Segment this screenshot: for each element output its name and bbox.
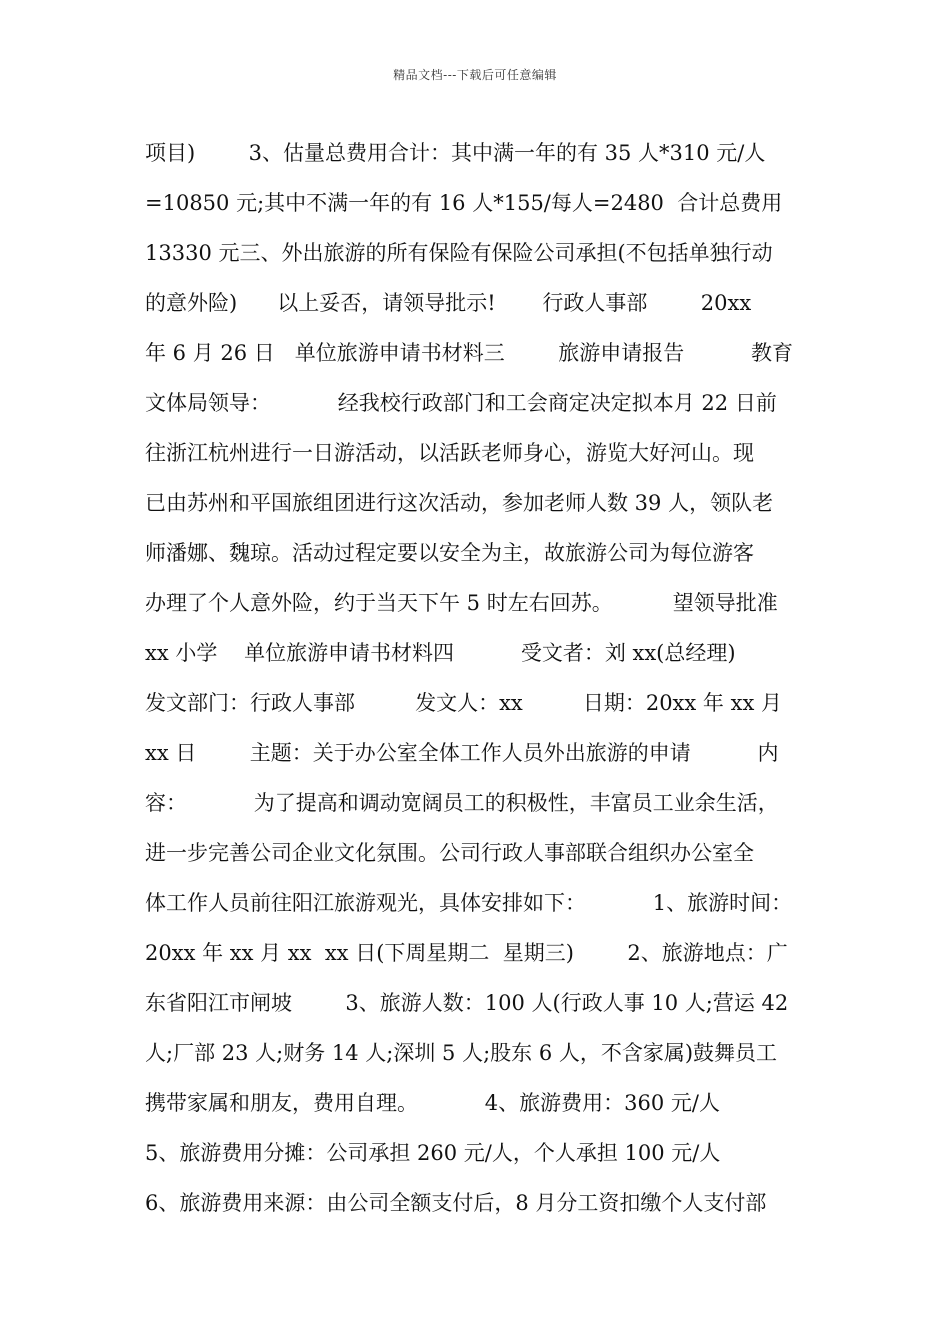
text-line: 进一步完善公司企业文化氛围。公司行政人事部联合组织办公室全 xyxy=(145,841,754,865)
text-line: 容： 为了提高和调动宽阔员工的积极性，丰富员工业余生活， xyxy=(145,791,779,815)
page-header-note: 精品文档---下载后可任意编辑 xyxy=(393,68,557,82)
text-line: xx 小学 单位旅游申请书材料四 受文者：刘 xx(总经理) xyxy=(145,641,736,665)
text-line: 师潘娜、魏琼。活动过程定要以安全为主，故旅游公司为每位游客 xyxy=(145,541,754,565)
text-line: 项目) 3、估量总费用合计：其中满一年的有 35 人*310 元/人 xyxy=(145,141,766,165)
document-body xyxy=(145,128,815,1228)
text-line: 东省阳江市闸坡 3、旅游人数：100 人(行政人事 10 人;营运 42 xyxy=(145,991,789,1015)
text-line: xx 日 主题：关于办公室全体工作人员外出旅游的申请 内 xyxy=(145,741,779,765)
text-line: 年 6 月 26 日 单位旅游申请书材料三 旅游申请报告 教育 xyxy=(145,341,793,365)
text-line: 人;厂部 23 人;财务 14 人;深圳 5 人;股东 6 人，不含家属)鼓舞员工 xyxy=(145,1041,778,1065)
text-line: 发文部门：行政人事部 发文人：xx 日期：20xx 年 xx 月 xyxy=(145,691,782,715)
text-line: 已由苏州和平国旅组团进行这次活动，参加老师人数 39 人，领队老 xyxy=(145,491,774,515)
text-line: 携带家属和朋友，费用自理。 4、旅游费用：360 元/人 xyxy=(145,1091,720,1115)
text-line: 文体局领导： 经我校行政部门和工会商定决定拟本月 22 日前 xyxy=(145,391,777,415)
text-line: =10850 元;其中不满一年的有 16 人*155/每人=2480 合计总费用 xyxy=(145,191,783,215)
text-line: 6、旅游费用来源：由公司全额支付后，8 月分工资扣缴个人支付部 xyxy=(145,1191,767,1215)
text-line: 5、旅游费用分摊：公司承担 260 元/人，个人承担 100 元/人 xyxy=(145,1141,721,1165)
text-line: 体工作人员前往阳江旅游观光，具体安排如下： 1、旅游时间： xyxy=(145,891,793,915)
text-line: 13330 元三、外出旅游的所有保险有保险公司承担(不包括单独行动 xyxy=(145,241,773,265)
text-line: 的意外险) 以上妥否，请领导批示! 行政人事部 20xx xyxy=(145,291,752,315)
text-line: 办理了个人意外险，约于当天下午 5 时左右回苏。 望领导批准 xyxy=(145,591,778,615)
text-line: 往浙江杭州进行一日游活动，以活跃老师身心，游览大好河山。现 xyxy=(145,441,754,465)
text-line: 20xx 年 xx 月 xx xx 日(下周星期二 星期三) 2、旅游地点：广 xyxy=(145,941,788,965)
